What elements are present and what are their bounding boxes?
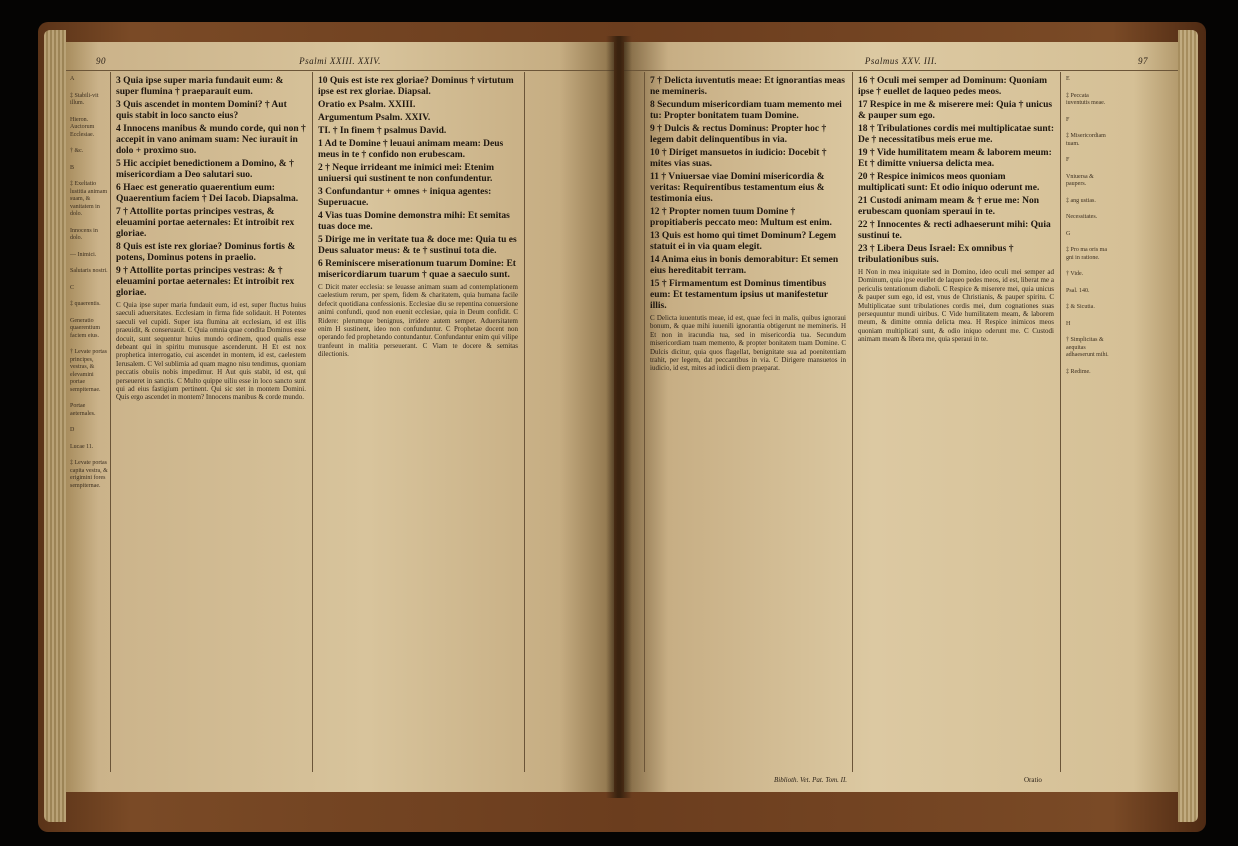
verse-line: 1 Ad te Domine † leuaui animam meam: Deus meus in te † confido non erubescam. xyxy=(318,139,504,160)
left-margin-notes xyxy=(70,76,108,499)
verse-line: 15 † Firmamentum est Dominus timentibus eum: Et testamentum ipsius ut manifestetur illis. xyxy=(650,279,828,311)
verse-line: 10 † Diriget mansuetos in iudicio: Docebit † mites vias suas. xyxy=(650,148,827,169)
verse-line: 14 Anima eius in bonis demorabitur: Et semen eius hereditabit terram. xyxy=(650,255,839,276)
margin-note: Hieron. Auctorum Ecclesiae. xyxy=(70,116,95,138)
margin-note: † Levate portas principes, vestras, & elevamini portae sempiternae. xyxy=(70,349,107,393)
margin-note: Portae aeternales. xyxy=(70,403,96,417)
margin-note: ‡ ang ustias. xyxy=(1066,197,1096,204)
verse-line: 9 † Attollite portas principes vestras: & † eleuamini portae aeternales: Et introibit rex gloriae. xyxy=(116,266,295,298)
right-page xyxy=(624,42,1178,792)
right-page-number: 97 xyxy=(1138,56,1148,66)
margin-note: ‡ Stabili-vit illum. xyxy=(70,92,99,106)
margin-note: E xyxy=(1066,76,1070,82)
left-page-number: 90 xyxy=(96,56,106,66)
right-col2-commentary: H Non in mea iniquitate sed in Domino, ideo oculi mei semper ad Dominum, quia ipse euellet de laqueo pedes meos, id est, liberat me a periculis tentationum diaboli. C Respice & miserere mei, quia unicus & pauper sum ego, id est, vnus de Christianis, & pauper spiritu. C Multiplicatae sunt tribulationes cordis mei, dum cognationes suas persequuntur mundi uiribus. C Vide humilitatem meam, & laborem meum, & dimitte omnia delicta mea. H Respice inimicos meos quoniam multiplicati sunt, & odio iniquo oderunt me. C Custodi animam meam & libera me, quia speraui in te. xyxy=(858,268,1054,344)
margin-note: † Vide. xyxy=(1066,271,1084,277)
right-running-head xyxy=(624,56,1178,71)
verse-line: 3 Confundantur + omnes + iniqua agentes: Superuacue. xyxy=(318,187,492,208)
book-gutter xyxy=(606,36,632,798)
verse-line: 5 Dirige me in veritate tua & doce me: Quia tu es Deus saluator meus: & te † sustinui tota die. xyxy=(318,235,517,256)
margin-note: † Simplicitas & aequitas adhaeserunt mihi. xyxy=(1066,337,1109,358)
margin-note: ‡ Peccata iuventutis meae. xyxy=(1066,92,1106,106)
margin-note: — Inimici. xyxy=(70,251,97,258)
verse-line: 6 Reminiscere miserationum tuarum Domine: Et misericordiarum tuarum † quae a saeculo sunt. xyxy=(318,259,516,280)
verse-line: 9 † Dulcis & rectus Dominus: Propter hoc † legem dabit delinquentibus in via. xyxy=(650,124,827,145)
margin-note: B xyxy=(70,164,75,171)
margin-note: Necessitates. xyxy=(1066,214,1098,220)
left-running-title: Psalmi XXIII. XXIV. xyxy=(299,56,381,66)
margin-note: Lucae 11. xyxy=(70,443,94,450)
right-margin-rule xyxy=(1060,72,1061,772)
verse-line: 23 † Libera Deus Israel: Ex omnibus † tribulationibus suis. xyxy=(858,244,1014,265)
verse-line: 19 † Vide humilitatem meam & laborem meum: Et † dimitte vniuersa delicta mea. xyxy=(858,148,1052,169)
left-running-head xyxy=(66,56,614,71)
verse-line: 4 Vias tuas Domine demonstra mihi: Et semitas tuas doce me. xyxy=(318,211,510,232)
right-running-title: Psalmus XXV. III. xyxy=(864,56,938,66)
footer-signature: Biblioth. Vet. Pat. Tom. II. xyxy=(774,776,848,784)
verse-line: 22 † Innocentes & recti adhaeserunt mihi: Quia sustinui te. xyxy=(858,220,1051,241)
verse-line: 5 Hic accipiet benedictionem a Domino, & † misericordiam a Deo salutari suo. xyxy=(116,159,294,180)
verse-line: 16 † Oculi mei semper ad Dominum: Quoniam ipse † euellet de laqueo pedes meos. xyxy=(858,76,1048,97)
margin-note: A xyxy=(70,76,75,82)
right-col2-verses xyxy=(858,76,1054,266)
page-edges-left xyxy=(44,30,66,822)
catchword: Oratio xyxy=(1024,776,1042,784)
margin-note: Vniuersa & paupers. xyxy=(1066,173,1094,187)
left-col1-verses xyxy=(116,76,306,299)
verse-line: 6 Haec est generatio quaerentium eum: Quaerentium faciem † Dei Iacob. Diapsalma. xyxy=(116,183,299,204)
verse-line: 7 † Delicta iuventutis meae: Et ignorantias meas ne memineris. xyxy=(650,76,845,97)
verse-line: 18 † Tribulationes cordis mei multiplicatae sunt: De † necessitatibus meis erue me. xyxy=(858,124,1054,145)
right-column-2 xyxy=(858,74,1054,346)
margin-note: ‡ quaerentis. xyxy=(70,301,101,307)
left-column-rule xyxy=(312,72,313,772)
left-margin-rule-2 xyxy=(524,72,525,772)
verse-line: 3 Quia ipse super maria fundauit eum: & super flumina † praeparauit eum. xyxy=(116,76,284,97)
margin-note: ‡ Pro ma oris ma gni in ratione. xyxy=(1066,247,1107,261)
margin-note: ‡ & Sicutia. xyxy=(1066,304,1095,310)
margin-note: ‡ Misericordiam tuam. xyxy=(1066,133,1106,147)
right-margin-notes xyxy=(1066,76,1110,385)
verse-line: 13 Quis est homo qui timet Dominum? Legem statuit ei in via quam elegit. xyxy=(650,231,837,252)
margin-note: F xyxy=(1066,116,1070,123)
verse-line: TI. † In finem † psalmus David. xyxy=(318,126,447,136)
margin-note: Salutaris nostri. xyxy=(70,268,108,274)
verse-line: 12 † Propter nomen tuum Domine † propitiaberis peccato meo: Multum est enim. xyxy=(650,207,832,228)
margin-note: ‡ Levate portas capita vestra, & erigimini fores sempiternae. xyxy=(70,460,108,489)
verse-line: 3 Quis ascendet in montem Domini? † Aut quis stabit in loco sancto eius? xyxy=(116,100,287,121)
page-edges-right xyxy=(1178,30,1198,822)
verse-line: 7 † Attollite portas principes vestras, & eleuamini portae aeternales: Et introibit rex gloriae. xyxy=(116,207,295,239)
verse-line: 2 † Neque irrideant me inimici mei: Etenim uniuersi qui sustinent te non confundentur. xyxy=(318,163,494,184)
margin-note: D xyxy=(70,427,75,433)
right-column-rule xyxy=(852,72,853,772)
left-col2-commentary: C Dicit mater ecclesia: se leuasse animam suam ad contemplationem caelestium rerum, per spem, fidem & charitatem, quia humana facile defecit quotidiana confessionis. Ecclesiae diu se repentina conuersione animi confundi, quod non euenit ecclesiae, quia in Deum confidit. C Ridere: plerumque benignus, irridere autem semper. Aduersitatem enim H sustinent, ideo non confunduntur. C Prophetae docent non operando fed prophetando contundantur. Confundantur enim qui vilipe tranfeunt in malitia perseuerant. C Viam te docere & semitas dilectionis. xyxy=(318,283,518,359)
left-col2-verses xyxy=(318,76,518,281)
margin-note: † &c. xyxy=(70,148,84,154)
right-col1-commentary: C Delicta iuuentutis meae, id est, quae feci in malis, quibus ignoraui bonum, & quae mihi iuuenili ignorantia obtigerunt ne memineris. H Et non in iracundia tua, sed in misericordia tua. Secundum misericordiam tuam memento, & propter bonitatem tuam Domine. C Dulcis dicitur, quia quos flagellat, benignitate sua ad poenitentiam trahit, per legem, dat peccantibus in via. C Dirigere mansuetos in iudicio, id est, mites ad iudicii diem praeparat. xyxy=(650,314,846,373)
verse-line: 20 † Respice inimicos meos quoniam multiplicati sunt: Et odio iniquo oderunt me. xyxy=(858,172,1040,193)
margin-note: G xyxy=(1066,230,1071,237)
margin-note: Innocens in dolo. xyxy=(70,227,98,241)
left-margin-rule xyxy=(110,72,111,772)
margin-note: C xyxy=(70,284,75,291)
margin-note: Psal. 140. xyxy=(1066,287,1090,294)
verse-line: 17 Respice in me & miserere mei: Quia † unicus & pauper sum ego. xyxy=(858,100,1053,121)
verse-line: 8 Quis est iste rex gloriae? Dominus fortis & potens, Dominus potens in praelio. xyxy=(116,242,296,263)
verse-line: 10 Quis est iste rex gloriae? Dominus † virtutum ipse est rex gloriae. Diapsal. xyxy=(318,76,514,97)
margin-note: ‡ Redime. xyxy=(1066,368,1091,375)
margin-note: F xyxy=(1066,157,1070,163)
margin-note: ‡ Exeltatio lustitia animam suam, & vanitatem in dolo. xyxy=(70,181,108,217)
right-column-1 xyxy=(650,74,846,375)
verse-line: 11 † Vniuersae viae Domini misericordia & veritas: Requirentibus testamentum eius & testimonia eius. xyxy=(650,172,825,204)
left-column-2 xyxy=(318,74,518,361)
right-inner-rule xyxy=(644,72,645,772)
margin-note: H xyxy=(1066,320,1071,327)
left-col1-commentary: C Quia ipse super maria fundauit eum, id est, super fluctus huius saeculi aduersitates. Ecclesiam in firma fide solidauit. H Potentes saeculi vel cupidi. Super ista flumina ait ecclesiam, id est illis praeuidit, & conseruauit. C Quia omnia quae condita Dominus esse docuit, sunt sequentur huius mundo ordinem, quod qualis esse debeant qui in spiritu munusque ascenderunt. H Et est nox prophetica interrogatio, cui ascendet in montem, id est, caelestem Ierusalem. C Vel sublimia ad quam magno nisu tendimus, quoniam peccatis obuiis nobis impedimur. H Aut quis stabit, id est, qui perseueret in sanctis. C Multo quippe uiliu esse in loco sancto sunt qui ad eius fastigium pertinent. Qui sic stet in montem Domini. Quis ergo ascendet in montem? Innocens manibus & corde mundo. xyxy=(116,301,306,402)
verse-line: 8 Secundum misericordiam tuam memento mei tu: Propter bonitatem tuam Domine. xyxy=(650,100,842,121)
left-column-1 xyxy=(116,74,306,404)
verse-line: 4 Innocens manibus & mundo corde, qui non † accepit in vano animam suam: Nec iurauit in dolo + proximo suo. xyxy=(116,124,306,156)
verse-line: Oratio ex Psalm. XXIII. xyxy=(318,100,416,110)
right-col1-verses xyxy=(650,76,846,312)
verse-line: Argumentum Psalm. XXIV. xyxy=(318,113,431,123)
left-page xyxy=(66,42,614,792)
verse-line: 21 Custodi animam meam & † erue me: Non erubescam quoniam speraui in te. xyxy=(858,196,1040,217)
margin-note: Generatio quaerentium faciem eius. xyxy=(70,317,100,339)
